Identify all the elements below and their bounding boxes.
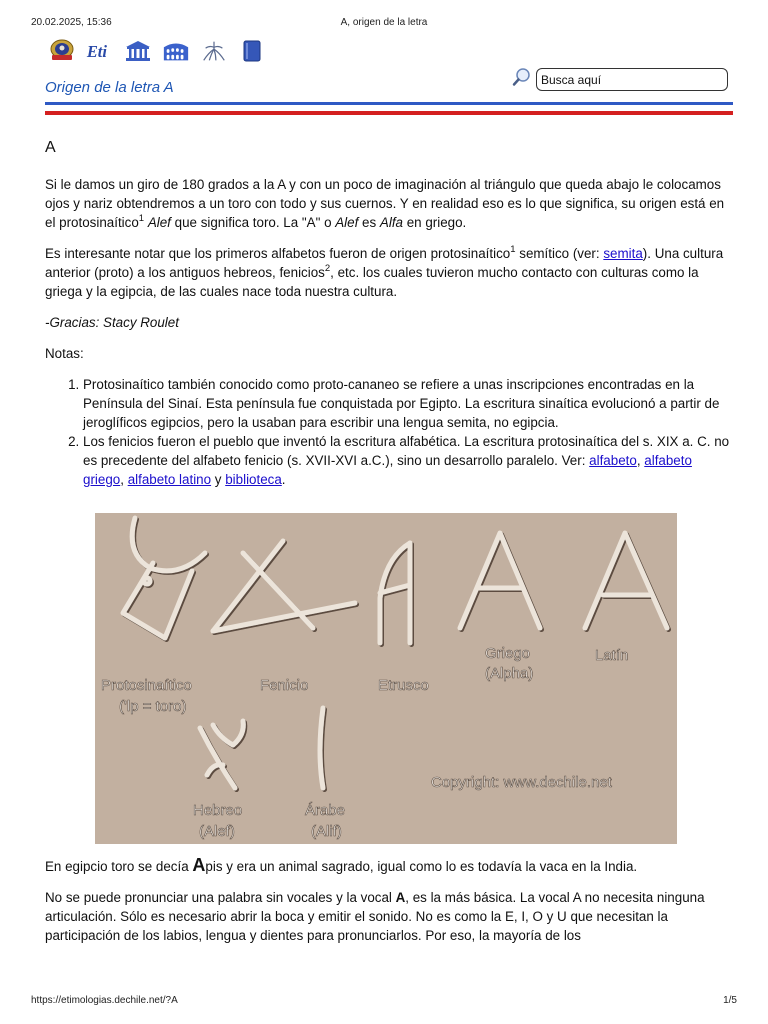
temple-icon[interactable]	[124, 39, 152, 63]
credit	[45, 313, 733, 332]
link-alfabeto-latino[interactable]: alfabeto latino	[127, 472, 212, 487]
roots-icon[interactable]	[200, 39, 228, 63]
paragraph-1	[45, 175, 733, 232]
credit-text: -Gracias: Stacy Roulet	[45, 315, 179, 330]
paragraph-4	[45, 888, 733, 945]
link-alfabeto[interactable]: alfabeto	[589, 453, 637, 468]
p2-text-a: Es interesante notar que los primeros alfabetos fueron de origen protosinaítico	[45, 246, 511, 261]
print-page-number: 1/5	[723, 995, 737, 1006]
p4-text-b: , es la más básica. La vocal A no necesita ninguna articulación. Sólo es necesario abrir la boca y emitir el sonido. No es como la E, I, O y U que necesitan la participación de los labios, lengua y dientes para pronunciarlos. Por eso, la mayoría de los	[45, 890, 705, 943]
notes-label: Notas:	[45, 346, 84, 361]
note-1: 1. Protosinaítico también conocido como proto-cananeo se refiere a unas inscripciones encontradas en la Península del Sinaí. Esta península fue conquistada por Egipto. La escritura sinaítica evolucionó a partir de jeroglíficos egipcios, pero la usaban para escribir una lengua semita, no egipcia.	[83, 375, 733, 432]
footnote-ref-1b: 1	[510, 243, 516, 255]
p2-text-d: , etc. los cuales tuvieron mucho contacto con culturas como la griega y la egipcia, de las cuales nace toda nuestra cultura.	[45, 265, 699, 299]
top-nav	[48, 38, 266, 64]
p1-text-e: en griego.	[403, 215, 467, 230]
p1-alfa: Alfa	[379, 215, 403, 230]
divider-blue	[45, 102, 733, 105]
article	[45, 138, 733, 957]
print-url: https://etimologias.dechile.net/?A	[31, 995, 178, 1006]
p1-text-c: que significa toro. La "A" o	[170, 215, 336, 230]
label-etrusco: Etrusco	[378, 677, 429, 694]
p1-text-a: Si le damos un giro de 180 grados a la A y con un poco de imaginación al triángulo que queda abajo le colocamos ojos y nariz obtendremos a un toro con todo y sus cuernos. Y en realidad eso es lo que significa, su origen está en el protosinaítico	[45, 177, 725, 230]
search-icon[interactable]	[512, 67, 532, 92]
notes-list	[45, 375, 733, 489]
p1-alef: Alef	[147, 215, 171, 230]
search-input[interactable]	[536, 68, 728, 91]
footnote-ref-1: 1	[138, 212, 145, 224]
print-datetime: 20.02.2025, 15:36	[31, 17, 112, 28]
link-biblioteca[interactable]: biblioteca	[225, 472, 282, 487]
print-header	[31, 17, 737, 31]
p4-bold-a: A	[395, 890, 406, 905]
letter-evolution-image	[95, 513, 677, 844]
link-alfabeto-griego[interactable]: alfabeto griego	[83, 453, 692, 487]
note2-end: .	[281, 472, 286, 487]
label-hebreo-sub: (Alef)	[199, 823, 235, 840]
label-arabe-sub: (Alif)	[311, 823, 342, 840]
label-arabe: Árabe	[305, 802, 346, 819]
link-semita[interactable]: semita	[603, 246, 643, 261]
p3-big-a: A	[192, 855, 206, 875]
shield-logo-icon[interactable]	[48, 39, 76, 63]
article-title: A	[45, 139, 56, 156]
p4-text-a: No se puede pronunciar una palabra sin vocales y la vocal	[45, 890, 396, 905]
note-2	[83, 432, 733, 489]
label-hebreo: Hebreo	[193, 802, 243, 819]
paragraph-3	[45, 856, 733, 876]
note2-sep-2: ,	[120, 472, 128, 487]
label-latin: Latín	[595, 647, 629, 664]
p3-text-b: pis y era un animal sagrado, igual como lo es todavía la vaca en la India.	[205, 859, 638, 874]
label-protosinaitico-sub: ('lp = toro)	[119, 698, 187, 715]
paragraph-2	[45, 244, 733, 301]
footnote-ref-2: 2	[324, 262, 331, 274]
note2-sep-1: ,	[636, 453, 645, 468]
p1-text-d: es	[358, 215, 380, 230]
note2-sep-3: y	[211, 472, 226, 487]
book-icon[interactable]	[238, 39, 266, 63]
eti-logo-icon[interactable]	[86, 39, 114, 63]
p3-text-a: En egipcio toro se decía	[45, 859, 193, 874]
p2-text-c: ). Una cultura anterior (proto) a los antiguos hebreos, fenicios	[45, 246, 724, 280]
page-title: Origen de la letra A	[45, 79, 174, 96]
colosseum-icon[interactable]	[162, 39, 190, 63]
label-griego: Griego	[485, 645, 531, 662]
p2-text-b: semítico (ver:	[515, 246, 604, 261]
search-box	[512, 67, 728, 92]
print-doc-title: A, origen de la letra	[340, 17, 428, 28]
divider-red	[45, 111, 733, 115]
p1-alef-2: Alef	[335, 215, 359, 230]
label-protosinaitico: Protosinaítico	[101, 677, 192, 694]
label-griego-sub: (Alpha)	[485, 665, 534, 682]
label-fenicio: Fenicio	[260, 677, 309, 694]
svg-text:Eti: Eti	[86, 41, 107, 61]
note2-text: Los fenicios fueron el pueblo que inventó la escritura alfabética. La escritura protosinaítica del s. XIX a. C. no es precedente del alfabeto fenicio (s. XVII-XVI a.C.), sino un desarrollo paralelo. Ver:	[83, 434, 730, 468]
label-copyright: Copyright: www.dechile.net	[431, 774, 612, 791]
